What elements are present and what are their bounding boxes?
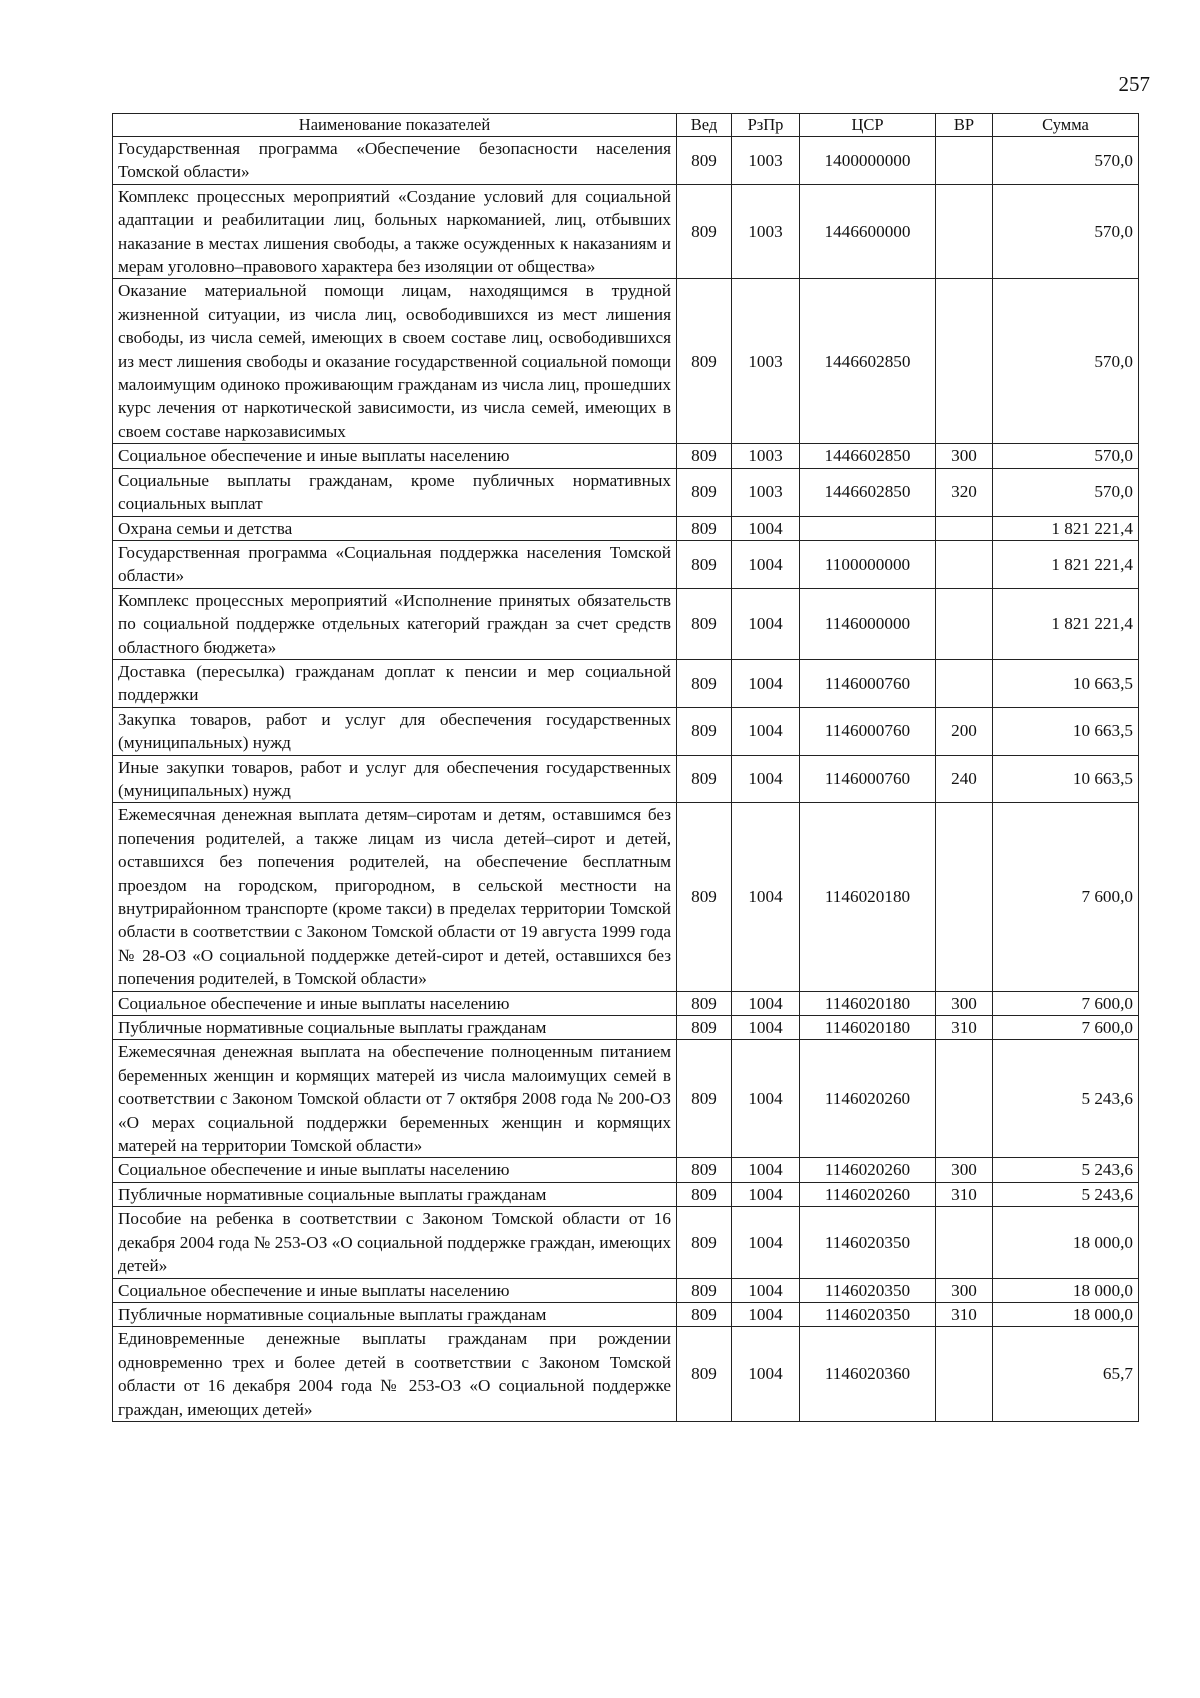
cell-ved: 809 <box>677 540 732 588</box>
cell-rzpr: 1003 <box>732 444 800 468</box>
cell-name: Социальное обеспечение и иные выплаты населению <box>113 991 677 1015</box>
cell-name: Публичные нормативные социальные выплаты гражданам <box>113 1016 677 1040</box>
table-row <box>113 444 1139 468</box>
cell-rzpr: 1004 <box>732 1158 800 1182</box>
cell-rzpr: 1004 <box>732 540 800 588</box>
cell-sum: 570,0 <box>993 444 1139 468</box>
cell-name: Социальные выплаты гражданам, кроме публичных нормативных социальных выплат <box>113 468 677 516</box>
header-sum: Сумма <box>993 114 1139 137</box>
cell-vr: 300 <box>936 991 993 1015</box>
cell-rzpr: 1004 <box>732 1302 800 1326</box>
cell-csr: 1446600000 <box>800 184 936 279</box>
cell-name: Охрана семьи и детства <box>113 516 677 540</box>
cell-vr: 310 <box>936 1182 993 1206</box>
cell-ved: 809 <box>677 803 732 991</box>
cell-vr: 300 <box>936 1158 993 1182</box>
cell-name: Ежемесячная денежная выплата на обеспечение полноценным питанием беременных женщин и кормящих матерей из числа малоимущих семей в соответствии с Законом Томской области от 7 октября 2008 года № 200-ОЗ «О мерах социальной поддержки беременных женщин и кормящих матерей на территории Томской области» <box>113 1040 677 1158</box>
cell-sum: 1 821 221,4 <box>993 540 1139 588</box>
cell-sum: 18 000,0 <box>993 1302 1139 1326</box>
cell-vr <box>936 803 993 991</box>
table-row <box>113 516 1139 540</box>
cell-csr: 1146020260 <box>800 1182 936 1206</box>
cell-csr: 1146020180 <box>800 1016 936 1040</box>
cell-ved: 809 <box>677 279 732 444</box>
cell-csr: 1146020180 <box>800 991 936 1015</box>
cell-vr: 300 <box>936 444 993 468</box>
cell-csr: 1400000000 <box>800 137 936 185</box>
cell-name: Социальное обеспечение и иные выплаты населению <box>113 1278 677 1302</box>
table-row <box>113 1182 1139 1206</box>
cell-ved: 809 <box>677 516 732 540</box>
table-header-row <box>113 114 1139 137</box>
cell-name: Ежемесячная денежная выплата детям–сиротам и детям, оставшимся без попечения родителей, а также лицам из числа детей–сирот и детей, оставшихся без попечения родителей, на обеспечение бесплатным проездом на городском, пригородном, в сельской местности на внутрирайонном транспорте (кроме такси) в пределах территории Томской области в соответствии с Законом Томской области от 19 августа 1999 года № 28-ОЗ «О социальной поддержке детей-сирот и детей, оставшихся без попечения родителей, в Томской области» <box>113 803 677 991</box>
cell-sum: 5 243,6 <box>993 1182 1139 1206</box>
cell-rzpr: 1003 <box>732 279 800 444</box>
cell-csr: 1146000000 <box>800 588 936 659</box>
cell-vr: 310 <box>936 1016 993 1040</box>
cell-ved: 809 <box>677 1327 732 1422</box>
cell-vr <box>936 659 993 707</box>
table-row <box>113 540 1139 588</box>
table-row <box>113 1327 1139 1422</box>
table-row <box>113 1302 1139 1326</box>
table-row <box>113 1278 1139 1302</box>
table-body <box>113 137 1139 1422</box>
cell-ved: 809 <box>677 444 732 468</box>
cell-csr: 1146020350 <box>800 1278 936 1302</box>
table-row <box>113 1207 1139 1278</box>
table-row <box>113 991 1139 1015</box>
cell-sum: 10 663,5 <box>993 755 1139 803</box>
cell-rzpr: 1004 <box>732 1278 800 1302</box>
cell-sum: 570,0 <box>993 279 1139 444</box>
header-rzpr: РзПр <box>732 114 800 137</box>
cell-name: Публичные нормативные социальные выплаты гражданам <box>113 1302 677 1326</box>
page-number: 257 <box>1118 72 1150 96</box>
cell-csr: 1146020350 <box>800 1302 936 1326</box>
cell-csr: 1446602850 <box>800 279 936 444</box>
cell-vr <box>936 1207 993 1278</box>
cell-name: Государственная программа «Социальная поддержка населения Томской области» <box>113 540 677 588</box>
cell-csr: 1146020350 <box>800 1207 936 1278</box>
header-vr: ВР <box>936 114 993 137</box>
table-row <box>113 1040 1139 1158</box>
table-row <box>113 1016 1139 1040</box>
cell-ved: 809 <box>677 1207 732 1278</box>
cell-csr: 1146020360 <box>800 1327 936 1422</box>
table-row <box>113 588 1139 659</box>
budget-table <box>112 113 1139 1422</box>
cell-sum: 5 243,6 <box>993 1040 1139 1158</box>
cell-vr <box>936 137 993 185</box>
cell-rzpr: 1004 <box>732 707 800 755</box>
cell-name: Иные закупки товаров, работ и услуг для обеспечения государственных (муниципальных) нужд <box>113 755 677 803</box>
cell-vr: 300 <box>936 1278 993 1302</box>
cell-rzpr: 1004 <box>732 803 800 991</box>
table-row <box>113 659 1139 707</box>
cell-sum: 10 663,5 <box>993 707 1139 755</box>
cell-vr: 310 <box>936 1302 993 1326</box>
cell-ved: 809 <box>677 1016 732 1040</box>
cell-vr <box>936 588 993 659</box>
cell-ved: 809 <box>677 1182 732 1206</box>
cell-vr <box>936 516 993 540</box>
cell-csr: 1446602850 <box>800 444 936 468</box>
table-row <box>113 1158 1139 1182</box>
cell-sum: 570,0 <box>993 468 1139 516</box>
cell-csr <box>800 516 936 540</box>
header-csr: ЦСР <box>800 114 936 137</box>
cell-ved: 809 <box>677 1158 732 1182</box>
cell-ved: 809 <box>677 1278 732 1302</box>
cell-vr <box>936 279 993 444</box>
cell-ved: 809 <box>677 468 732 516</box>
cell-name: Комплекс процессных мероприятий «Исполнение принятых обязательств по социальной поддержке отдельных категорий граждан за счет средств областного бюджета» <box>113 588 677 659</box>
cell-sum: 570,0 <box>993 137 1139 185</box>
cell-name: Социальное обеспечение и иные выплаты населению <box>113 1158 677 1182</box>
table-row <box>113 707 1139 755</box>
cell-rzpr: 1004 <box>732 1016 800 1040</box>
cell-rzpr: 1004 <box>732 659 800 707</box>
cell-sum: 7 600,0 <box>993 991 1139 1015</box>
cell-ved: 809 <box>677 707 732 755</box>
cell-sum: 7 600,0 <box>993 1016 1139 1040</box>
cell-vr: 200 <box>936 707 993 755</box>
cell-csr: 1146020260 <box>800 1158 936 1182</box>
cell-rzpr: 1004 <box>732 588 800 659</box>
cell-csr: 1446602850 <box>800 468 936 516</box>
cell-rzpr: 1003 <box>732 468 800 516</box>
cell-name: Социальное обеспечение и иные выплаты населению <box>113 444 677 468</box>
cell-sum: 570,0 <box>993 184 1139 279</box>
cell-sum: 65,7 <box>993 1327 1139 1422</box>
cell-ved: 809 <box>677 991 732 1015</box>
cell-rzpr: 1004 <box>732 755 800 803</box>
cell-sum: 18 000,0 <box>993 1278 1139 1302</box>
cell-csr: 1100000000 <box>800 540 936 588</box>
cell-ved: 809 <box>677 1040 732 1158</box>
cell-csr: 1146000760 <box>800 707 936 755</box>
cell-vr <box>936 540 993 588</box>
cell-rzpr: 1004 <box>732 1207 800 1278</box>
cell-sum: 5 243,6 <box>993 1158 1139 1182</box>
cell-name: Доставка (пересылка) гражданам доплат к пенсии и мер социальной поддержки <box>113 659 677 707</box>
header-ved: Вед <box>677 114 732 137</box>
cell-vr: 320 <box>936 468 993 516</box>
cell-csr: 1146020260 <box>800 1040 936 1158</box>
cell-ved: 809 <box>677 755 732 803</box>
cell-name: Комплекс процессных мероприятий «Создание условий для социальной адаптации и реабилитации лиц, больных наркоманией, лиц, отбывших наказание в местах лишения свободы, а также осужденных к наказаниям и мерам уголовно–правового характера без изоляции от общества» <box>113 184 677 279</box>
cell-ved: 809 <box>677 1302 732 1326</box>
cell-ved: 809 <box>677 659 732 707</box>
cell-rzpr: 1004 <box>732 1040 800 1158</box>
cell-name: Единовременные денежные выплаты гражданам при рождении одновременно трех и более детей в соответствии с Законом Томской области от 16 декабря 2004 года № 253-ОЗ «О социальной поддержке граждан, имеющих детей» <box>113 1327 677 1422</box>
cell-name: Оказание материальной помощи лицам, находящимся в трудной жизненной ситуации, из числа лиц, освободившихся из мест лишения свободы, из числа семей, имеющих в своем составе лиц, освободившихся из мест лишения свободы и оказание государственной социальной помощи малоимущим одиноко проживающим гражданам из числа лиц, прошедших курс лечения от наркотической зависимости, из числа семей, имеющих в своем составе наркозависимых <box>113 279 677 444</box>
cell-sum: 1 821 221,4 <box>993 516 1139 540</box>
cell-vr <box>936 1327 993 1422</box>
cell-rzpr: 1003 <box>732 137 800 185</box>
cell-sum: 18 000,0 <box>993 1207 1139 1278</box>
cell-ved: 809 <box>677 588 732 659</box>
table-row <box>113 755 1139 803</box>
table-row <box>113 137 1139 185</box>
cell-rzpr: 1003 <box>732 184 800 279</box>
table-row <box>113 184 1139 279</box>
cell-sum: 7 600,0 <box>993 803 1139 991</box>
cell-rzpr: 1004 <box>732 516 800 540</box>
cell-ved: 809 <box>677 137 732 185</box>
cell-vr <box>936 184 993 279</box>
cell-ved: 809 <box>677 184 732 279</box>
cell-name: Закупка товаров, работ и услуг для обеспечения государственных (муниципальных) нужд <box>113 707 677 755</box>
cell-rzpr: 1004 <box>732 1182 800 1206</box>
cell-rzpr: 1004 <box>732 991 800 1015</box>
cell-name: Публичные нормативные социальные выплаты гражданам <box>113 1182 677 1206</box>
table-row <box>113 468 1139 516</box>
cell-sum: 10 663,5 <box>993 659 1139 707</box>
cell-name: Пособие на ребенка в соответствии с Законом Томской области от 16 декабря 2004 года № 253-ОЗ «О социальной поддержке граждан, имеющих детей» <box>113 1207 677 1278</box>
cell-name: Государственная программа «Обеспечение безопасности населения Томской области» <box>113 137 677 185</box>
cell-csr: 1146000760 <box>800 755 936 803</box>
cell-sum: 1 821 221,4 <box>993 588 1139 659</box>
cell-csr: 1146000760 <box>800 659 936 707</box>
cell-vr: 240 <box>936 755 993 803</box>
header-name: Наименование показателей <box>113 114 677 137</box>
cell-vr <box>936 1040 993 1158</box>
cell-rzpr: 1004 <box>732 1327 800 1422</box>
table-row <box>113 803 1139 991</box>
table-row <box>113 279 1139 444</box>
cell-csr: 1146020180 <box>800 803 936 991</box>
